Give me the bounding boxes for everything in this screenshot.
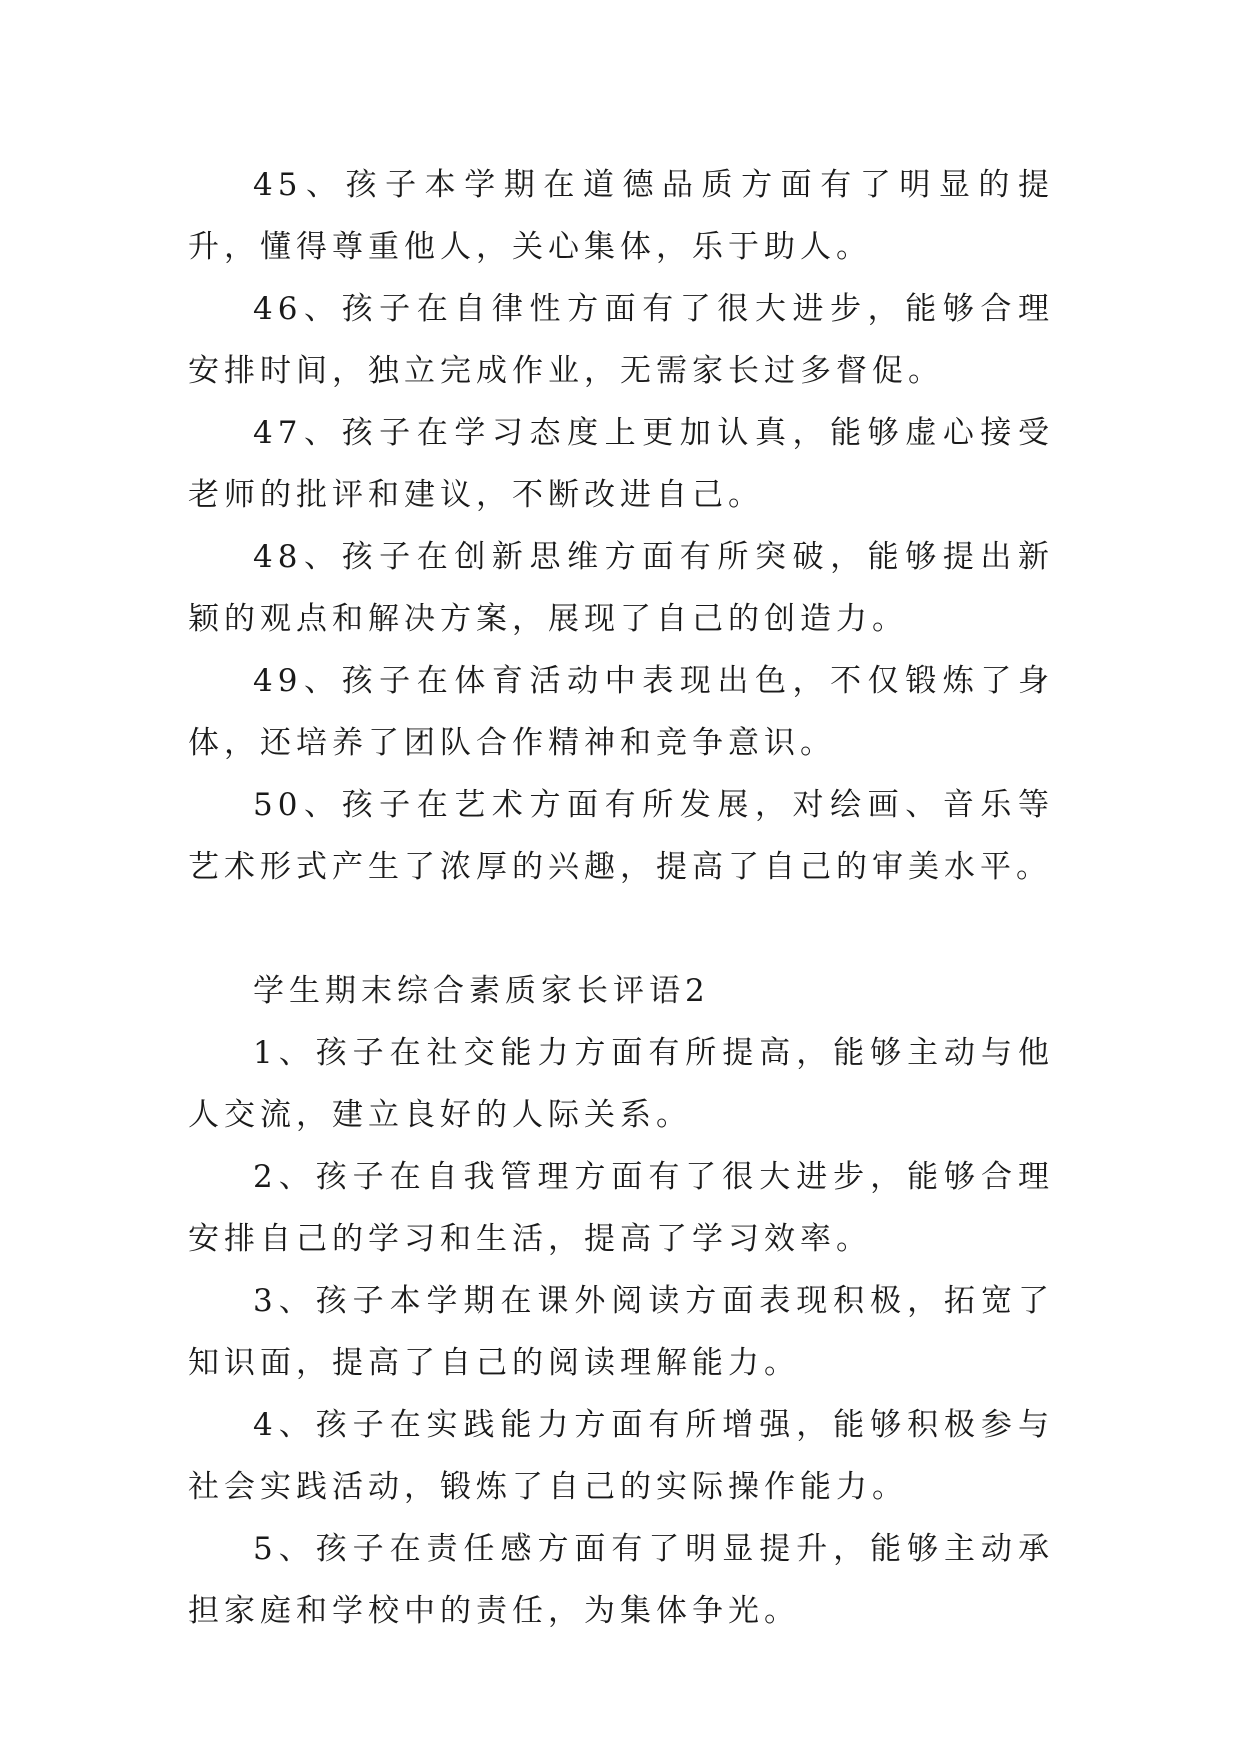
comment-item-50: 50、孩子在艺术方面有所发展，对绘画、音乐等艺术形式产生了浓厚的兴趣，提高了自己的审美水平。 xyxy=(188,787,1054,885)
comment-item-45: 45、孩子本学期在道德品质方面有了明显的提升，懂得尊重他人，关心集体，乐于助人。 xyxy=(188,167,1054,265)
comment-item-1: 1、孩子在社交能力方面有所提高，能够主动与他人交流，建立良好的人际关系。 xyxy=(188,1035,1054,1133)
comment-item-46: 46、孩子在自律性方面有了很大进步，能够合理安排时间，独立完成作业，无需家长过多督促。 xyxy=(188,291,1054,389)
comment-item-5: 5、孩子在责任感方面有了明显提升，能够主动承担家庭和学校中的责任，为集体争光。 xyxy=(188,1531,1054,1629)
document-body xyxy=(188,154,1054,1642)
section-spacer xyxy=(188,898,1054,960)
comment-item-2: 2、孩子在自我管理方面有了很大进步，能够合理安排自己的学习和生活，提高了学习效率。 xyxy=(188,1159,1054,1257)
comment-item-3: 3、孩子本学期在课外阅读方面表现积极，拓宽了知识面，提高了自己的阅读理解能力。 xyxy=(188,1283,1054,1381)
comment-item-48: 48、孩子在创新思维方面有所突破，能够提出新颖的观点和解决方案，展现了自己的创造力。 xyxy=(188,539,1054,637)
comment-item-49: 49、孩子在体育活动中表现出色，不仅锻炼了身体，还培养了团队合作精神和竞争意识。 xyxy=(188,663,1054,761)
section-heading: 学生期末综合素质家长评语2 xyxy=(253,973,710,1009)
comment-item-4: 4、孩子在实践能力方面有所增强，能够积极参与社会实践活动，锻炼了自己的实际操作能力。 xyxy=(188,1407,1054,1505)
comment-item-47: 47、孩子在学习态度上更加认真，能够虚心接受老师的批评和建议，不断改进自己。 xyxy=(188,415,1054,513)
